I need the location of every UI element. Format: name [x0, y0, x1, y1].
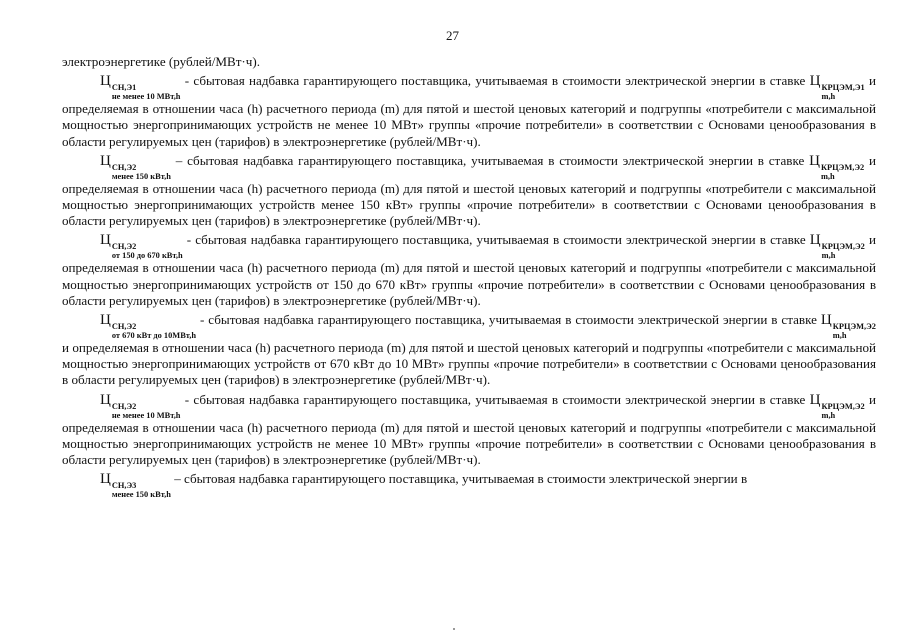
tariff-symbol: Ц СН,Э1 не менее 10 МВт,h [100, 73, 181, 102]
rate-symbol: Ц КРЦЭМ,Э2 m,h [820, 312, 876, 341]
paragraph-continuation: электроэнергетике (рублей/МВт·ч). [62, 54, 261, 69]
definition-paragraph: Ц СН,Э2 не менее 10 МВт,h - сбытовая надбавка гарантирующего поставщика, учитываемая в стоимости электрической энергии в ставке Ц КРЦЭМ,Э2 m,h и определяемая в отношении часа (h) расчетного периода (m) для пятой и шестой ценовых категорий и подгруппы «потребители с максимальной мощностью энергопринимающих устройств не менее 10 МВт» группы «прочие потребители» в соответствии с Основами ценообразования в области регулируемых цен (тарифов) в электроэнергетике (рублей/МВт·ч). [62, 391, 877, 468]
page-number: 27 [446, 28, 459, 43]
rate-symbol: Ц КРЦЭМ,Э2 m,h [809, 232, 865, 261]
rate-symbol: Ц КРЦЭМ,Э2 m,h [809, 391, 865, 420]
definition-paragraph: Ц СН,Э1 не менее 10 МВт,h - сбытовая надбавка гарантирующего поставщика, учитываемая в стоимости электрической энергии в ставке Ц КРЦЭМ,Э1 m,h и определяемая в отношении часа (h) расчетного периода (m) для пятой и шестой ценовых категорий и подгруппы «потребители с максимальной мощностью энергопринимающих устройств не менее 10 МВт» группы «прочие потребители» в соответствии с Основами ценообразования в области регулируемых цен (тарифов) в электроэнергетике (рублей/МВт·ч). [62, 73, 877, 149]
tariff-symbol: Ц СН,Э2 от 150 до 670 кВт,h [100, 232, 183, 261]
tariff-symbol: Ц СН,Э2 менее 150 кВт,h [100, 152, 171, 181]
document-body [62, 54, 876, 499]
definition-paragraph: Ц СН,Э2 от 150 до 670 кВт,h - сбытовая надбавка гарантирующего поставщика, учитываемая в стоимости электрической энергии в ставке Ц КРЦЭМ,Э2 m,h и определяемая в отношении часа (h) расчетного периода (m) для пятой и шестой ценовых категорий и подгруппы «потребители с максимальной мощностью энергопринимающих устройств от 150 до 670 кВт» группы «прочие потребители» в соответствии с Основами ценообразования в области регулируемых цен (тарифов) в электроэнергетике (рублей/МВт·ч). [62, 232, 877, 308]
definition-paragraph: Ц СН,Э2 от 670 кВт до 10МВт,h - сбытовая надбавка гарантирующего поставщика, учитываемая в стоимости электрической энергии в ставке Ц КРЦЭМ,Э2 m,h и определяемая в отношении часа (h) расчетного периода (m) для пятой и шестой ценовых категорий и подгруппы «потребители с максимальной мощностью энергопринимающих устройств от 670 кВт до 10 МВт» группы «прочие потребители» в соответствии с Основами ценообразования в области регулируемых цен (тарифов) в электроэнергетике (рублей/МВт·ч). [62, 312, 876, 388]
definition-paragraph: Ц СН,Э2 менее 150 кВт,h – сбытовая надбавка гарантирующего поставщика, учитываемая в стоимости электрической энергии в ставке Ц КРЦЭМ,Э2 m,h и определяемая в отношении часа (h) расчетного периода (m) для пятой и шестой ценовых категорий и подгруппы «потребители с максимальной мощностью энергопринимающих устройств менее 150 кВт» группы «прочие потребители» в соответствии с Основами ценообразования в области регулируемых цен (тарифов) в электроэнергетике (рублей/МВт·ч). [62, 152, 876, 229]
rate-symbol: Ц КРЦЭМ,Э1 m,h [809, 73, 865, 102]
scan-mark [453, 628, 455, 630]
tariff-symbol: Ц СН,Э2 от 670 кВт до 10МВт,h [100, 312, 197, 341]
definition-paragraph: Ц СН,Э3 менее 150 кВт,h – сбытовая надбавка гарантирующего поставщика, учитываемая в стоимости электрической энергии в [100, 471, 748, 500]
tariff-symbol: Ц СН,Э2 не менее 10 МВт,h [100, 391, 181, 420]
tariff-symbol: Ц СН,Э3 менее 150 кВт,h [100, 471, 171, 500]
rate-symbol: Ц КРЦЭМ,Э2 m,h [809, 152, 865, 181]
